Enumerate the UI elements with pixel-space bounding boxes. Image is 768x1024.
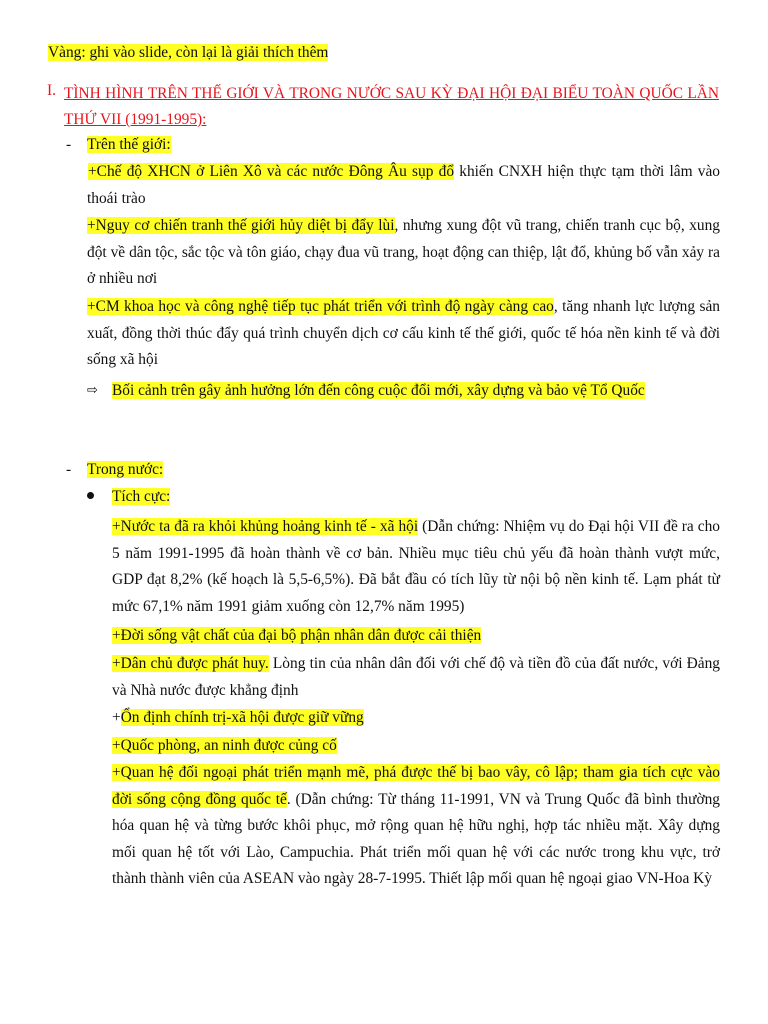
world-conclusion	[112, 381, 645, 401]
domestic-point-1	[112, 514, 720, 620]
world-point-3-rest: , tăng nhanh lực lượng sản xuất, đồng thời thúc đẩy quá trình chuyển dịch cơ cấu kinh tế thế giới, quốc tế hóa nền kinh tế và đời sống xã hội	[87, 298, 720, 368]
world-point-1-highlight: +Chế độ XHCN ở Liên Xô và các nước Đông Âu sụp đổ	[88, 163, 455, 180]
world-point-2-highlight: +Nguy cơ chiến tranh thế giới hủy diệt bị đẩy lùi	[87, 217, 395, 234]
domestic-point-3-rest: Lòng tin của nhân dân đối với chế độ và tiền đồ của đất nước, với Đảng và Nhà nước được khẳng định	[112, 655, 721, 699]
domestic-point-3	[112, 651, 720, 704]
world-point-3-highlight: +CM khoa học và công nghệ tiếp tục phát triển với trình độ ngày càng cao	[87, 298, 554, 315]
domestic-point-4-prefix: +	[112, 709, 121, 726]
domestic-point-6-rest: . (Dẫn chứng: Từ tháng 11-1991, VN và Trung Quốc đã bình thường hóa quan hệ và từng bước khôi phục, mở rộng quan hệ hữu nghị, hợp tác nhiều mặt. Xây dựng mối quan hệ tốt với Lào, Campuchia. Phát triển mối quan hệ với các nước trong khu vực, trở thành thành viên của ASEAN vào ngày 28-7-1995. Thiết lập mối quan hệ ngoại giao VN-Hoa Kỳ	[112, 790, 720, 887]
world-dash: -	[66, 136, 72, 153]
domestic-point-3-highlight: +Dân chủ được phát huy.	[112, 655, 269, 672]
bullet-icon	[87, 492, 94, 499]
section-number: I.	[47, 82, 56, 99]
world-point-1	[87, 159, 720, 212]
world-label-text: Trên thế giới:	[87, 136, 171, 153]
world-conclusion-text: Bối cảnh trên gây ảnh hưởng lớn đến công cuộc đổi mới, xây dựng và bảo vệ Tổ Quốc	[112, 382, 645, 399]
domestic-point-5-highlight: +Quốc phòng, an ninh được củng cố	[112, 737, 337, 754]
domestic-label	[87, 460, 163, 480]
positive-label	[112, 487, 170, 507]
domestic-point-4-highlight: Ổn định chính trị-xã hội được giữ vững	[120, 709, 364, 726]
domestic-point-4	[112, 705, 720, 732]
domestic-point-2-highlight: +Đời sống vật chất của đại bộ phận nhân dân được cải thiện	[112, 627, 482, 644]
section-heading: TÌNH HÌNH TRÊN THẾ GIỚI VÀ TRONG NƯỚC SAU KỲ ĐẠI HỘI ĐẠI BIỂU TOÀN QUỐC LẦN THỨ VII (1991-1995):	[64, 85, 719, 128]
domestic-point-6-highlight: +Quan hệ đối ngoại phát triển mạnh mẽ, phá được thế bị bao vây, cô lập; tham gia tích cực vào đời sống cộng đồng quốc tế	[112, 764, 720, 808]
domestic-dash: -	[66, 461, 72, 478]
world-label	[87, 135, 171, 155]
domestic-label-text: Trong nước:	[87, 461, 164, 478]
arrow-right-icon: ⇨	[87, 383, 98, 398]
world-point-2-rest: , nhưng xung đột vũ trang, chiến tranh cục bộ, xung đột về dân tộc, sắc tộc và tôn giáo, chạy đua vũ trang, hoạt động can thiệp, lật đổ, khủng bố vẫn xảy ra ở nhiều nơi	[87, 217, 720, 287]
legend-note-text: Vàng: ghi vào slide, còn lại là giải thích thêm	[48, 44, 329, 61]
domestic-point-1-rest: (Dẫn chứng: Nhiệm vụ do Đại hội VII đề ra cho 5 năm 1991-1995 đã hoàn thành về cơ bản. Nhiều mục tiêu chủ yếu đã hoàn thành vượt mức, GDP đạt 8,2% (kế hoạch là 5,5-6,5%). Đã bắt đầu có tích lũy từ nội bộ nền kinh tế. Lạm phát từ mức 67,1% năm 1991 giảm xuống còn 12,7% năm 1995)	[112, 518, 720, 615]
world-point-2	[87, 213, 720, 293]
world-point-1-rest: khiến CNXH hiện thực tạm thời lâm vào thoái trào	[87, 163, 720, 207]
legend-note	[48, 43, 328, 63]
domestic-point-6	[112, 760, 720, 893]
domestic-point-5	[112, 733, 720, 760]
positive-label-text: Tích cực:	[112, 488, 171, 505]
world-point-3	[87, 294, 720, 374]
domestic-point-2	[112, 623, 720, 650]
domestic-point-1-highlight: +Nước ta đã ra khỏi khủng hoảng kinh tế - xã hội	[112, 518, 419, 535]
